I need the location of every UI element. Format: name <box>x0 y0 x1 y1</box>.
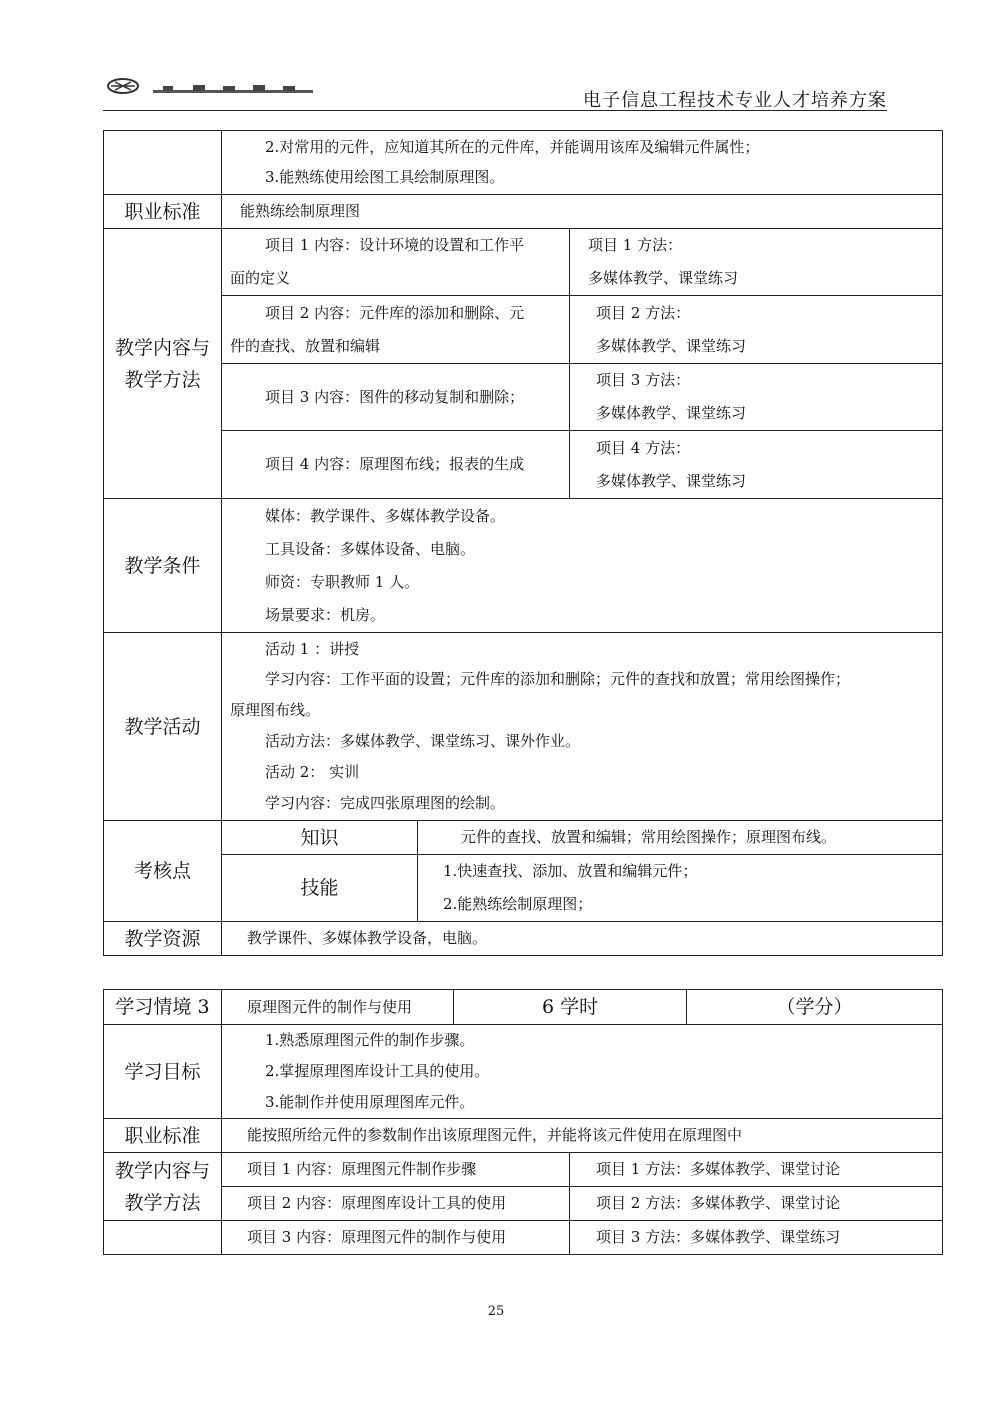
skill-text: 1.快速查找、添加、放置和编辑元件； 2.能熟练绘制原理图； <box>418 855 943 922</box>
project-method: 项目 2 方法：多媒体教学、课堂讨论 <box>570 1187 943 1221</box>
goal-label: 学习目标 <box>104 1025 222 1119</box>
empty-label-cell <box>104 1221 222 1255</box>
project-method: 项目 3 方法： 多媒体教学、课堂练习 <box>570 364 943 431</box>
project-content: 项目 3 内容：原理图元件的制作与使用 <box>222 1221 570 1255</box>
std-text-2: 能按照所给元件的参数制作出该原理图元件，并能将该元件使用在原理图中 <box>222 1119 943 1153</box>
document-title: 电子信息工程技术专业人才培养方案 <box>583 90 887 111</box>
resource-text: 教学课件、多媒体教学设备，电脑。 <box>222 922 943 956</box>
project-content: 项目 2 内容：原理图库设计工具的使用 <box>222 1187 570 1221</box>
context-label: 学习情境 3 <box>104 990 222 1025</box>
project-method: 项目 1 方法： 多媒体教学、课堂练习 <box>570 229 943 296</box>
assessment-label: 考核点 <box>104 821 222 922</box>
condition-label: 教学条件 <box>104 499 222 633</box>
project-method: 项目 1 方法：多媒体教学、课堂讨论 <box>570 1153 943 1187</box>
project-content: 项目 2 内容：元件库的添加和删除、元 件的查找、放置和编辑 <box>222 296 570 364</box>
goal-line: 2.对常用的元件，应知道其所在的元件库，并能调用该库及编辑元件属性； <box>265 138 760 156</box>
project-content: 项目 3 内容：图件的移动复制和删除； <box>222 364 570 431</box>
knowledge-text: 元件的查找、放置和编辑；常用绘图操作；原理图布线。 <box>418 821 943 855</box>
school-logo-icon <box>103 70 333 100</box>
std-label-2: 职业标准 <box>104 1119 222 1153</box>
resource-label: 教学资源 <box>104 922 222 956</box>
skill-label: 技能 <box>222 855 418 922</box>
condition-cell: 媒体：教学课件、多媒体教学设备。 工具设备：多媒体设备、电脑。 师资：专职教师 1 人。 场景要求：机房。 <box>222 499 943 633</box>
hours: 6 学时 <box>454 990 687 1025</box>
std-label: 职业标准 <box>104 195 222 229</box>
project-content: 项目 1 内容：原理图元件制作步骤 <box>222 1153 570 1187</box>
goal-line: 3.能熟练使用绘图工具绘制原理图。 <box>265 168 505 186</box>
page-header <box>103 62 887 111</box>
project-method: 项目 4 方法： 多媒体教学、课堂练习 <box>570 431 943 499</box>
project-method: 项目 2 方法： 多媒体教学、课堂练习 <box>570 296 943 364</box>
std-text: 能熟练绘制原理图 <box>222 195 943 229</box>
activity-cell: 活动 1 ：讲授 学习内容：工作平面的设置；元件库的添加和删除；元件的查找和放置；常用绘图操作； 原理图布线。 活动方法：多媒体教学、课堂练习、课外作业。 活动 2： 实训 学习内容：完成四张原理图的绘制。 <box>222 633 943 821</box>
course-table-1 <box>103 130 943 956</box>
project-method: 项目 3 方法：多媒体教学、课堂练习 <box>570 1221 943 1255</box>
empty-label-cell <box>104 131 222 195</box>
goal-cell: 1.熟悉原理图元件的制作步骤。 2.掌握原理图库设计工具的使用。 3.能制作并使用原理图库元件。 <box>222 1025 943 1119</box>
project-content: 项目 4 内容：原理图布线；报表的生成 <box>222 431 570 499</box>
content-method-label: 教学内容与 教学方法 <box>104 229 222 499</box>
context-name: 原理图元件的制作与使用 <box>222 990 454 1025</box>
course-table-2 <box>103 989 943 1255</box>
activity-label: 教学活动 <box>104 633 222 821</box>
credit: （学分） <box>687 990 943 1025</box>
project-content: 项目 1 内容：设计环境的设置和工作平 面的定义 <box>222 229 570 296</box>
page-number: 25 <box>487 1304 505 1319</box>
knowledge-label: 知识 <box>222 821 418 855</box>
content-method-label-2: 教学内容与 教学方法 <box>104 1153 222 1221</box>
goals-continued-cell <box>222 131 943 195</box>
